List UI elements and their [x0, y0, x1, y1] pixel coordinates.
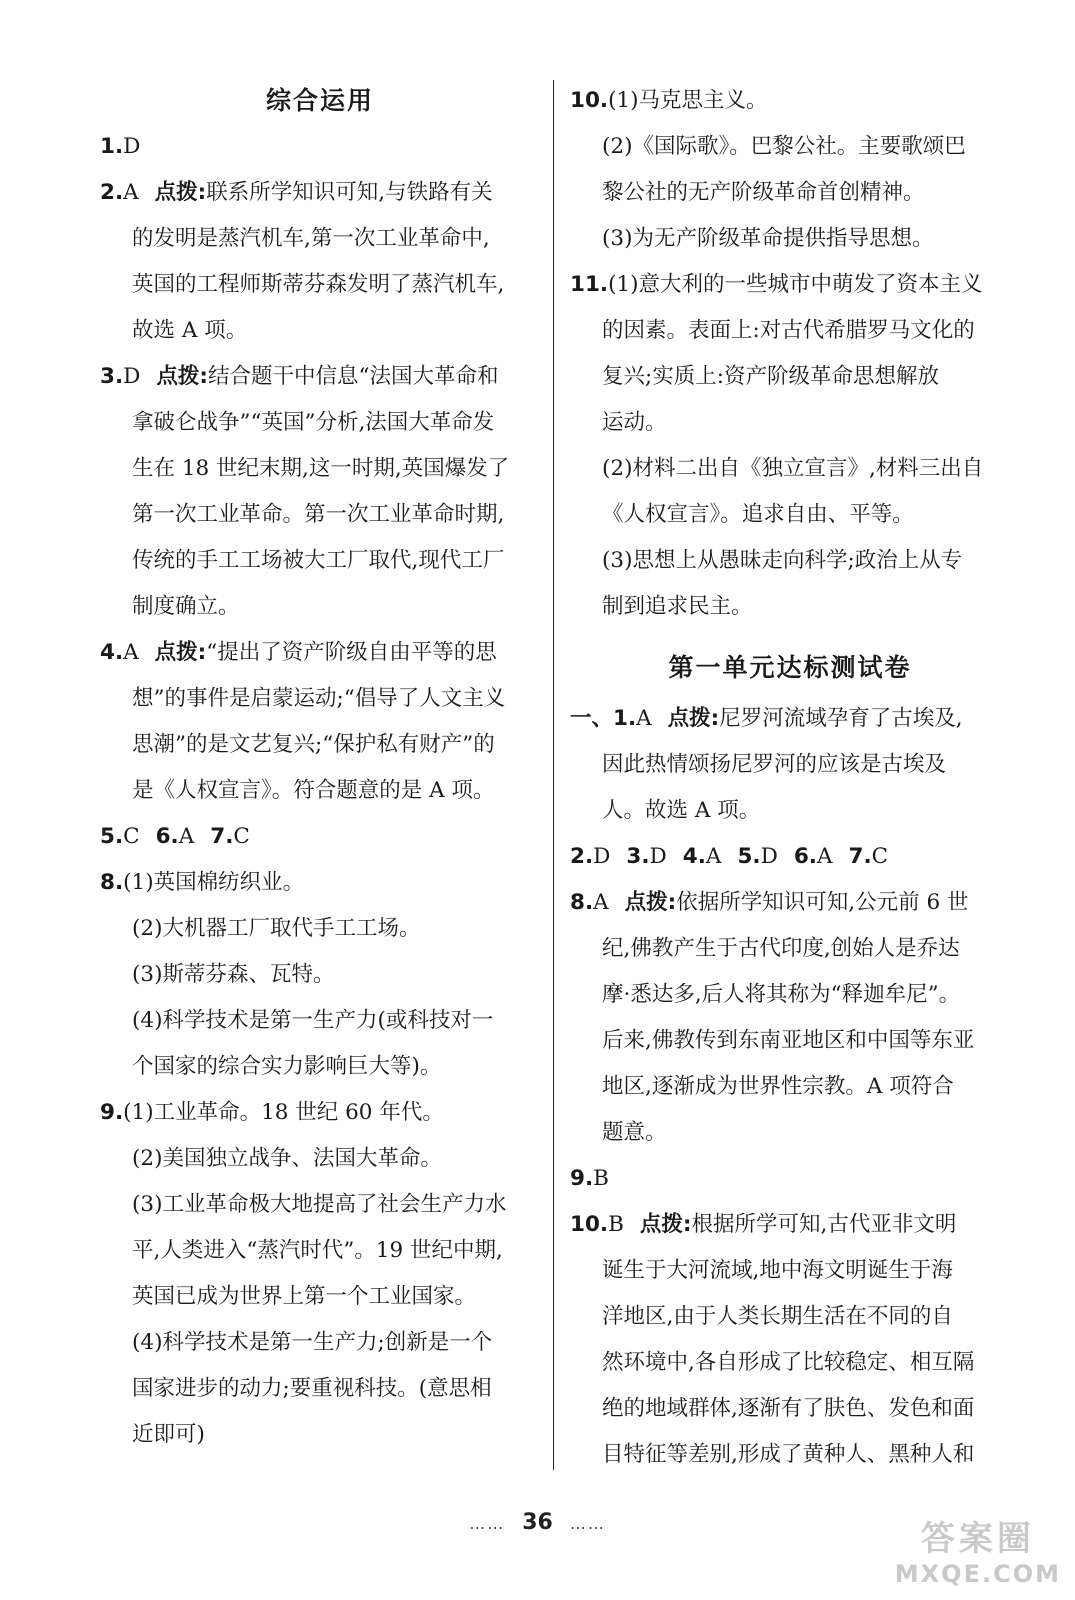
answer-text: 绝的地域群体,逐渐有了肤色、发色和面 — [602, 1396, 975, 1421]
answer-text: (4)科学技术是第一生产力(或科技对一 — [132, 1008, 494, 1033]
answer-line — [100, 630, 540, 676]
answer-choice: A — [123, 180, 139, 205]
answer-text: 人。故选 A 项。 — [602, 798, 761, 823]
answer-text: 的发明是蒸汽机车,第一次工业革命中, — [132, 226, 490, 251]
answer-line — [100, 538, 540, 584]
answer-choice: C — [123, 824, 140, 849]
answer-line — [100, 1182, 540, 1228]
answer-line — [100, 1090, 540, 1136]
answer-text: 纪,佛教产生于古代印度,创始人是乔达 — [602, 936, 960, 961]
question-number: 7. — [210, 824, 234, 849]
answer-line — [100, 1136, 540, 1182]
answer-line — [570, 492, 1010, 538]
hint-text: “提出了资产阶级自由平等的思 — [206, 640, 497, 665]
question-number: 10. — [570, 88, 609, 113]
answer-line — [100, 952, 540, 998]
left-column — [100, 78, 540, 1458]
answer-text: 拿破仑战争”“英国”分析,法国大革命发 — [132, 410, 495, 435]
answer-choice: D — [760, 844, 778, 869]
answer-line — [100, 1320, 540, 1366]
answer-line — [570, 354, 1010, 400]
answer-line — [100, 906, 540, 952]
answer-text: 近即可) — [132, 1422, 205, 1447]
right-answer-lines-bottom — [570, 696, 1010, 1478]
answer-line — [100, 400, 540, 446]
hint-label: 点拨: — [154, 180, 207, 205]
question-number: 3. — [626, 844, 650, 869]
answer-line — [100, 170, 540, 216]
answer-text: 是《人权宣言》。符合题意的是 A 项。 — [132, 778, 495, 803]
answer-choice: (1)意大利的一些城市中萌发了资本主义 — [608, 272, 983, 297]
answer-text: 生在 18 世纪末期,这一时期,英国爆发了 — [132, 456, 510, 481]
hint-label: 点拨: — [624, 890, 677, 915]
answer-choice: B — [593, 1166, 609, 1191]
answer-line — [100, 584, 540, 630]
question-number: 11. — [570, 272, 609, 297]
answer-text: 想”的事件是启蒙运动;“倡导了人文主义 — [132, 686, 506, 711]
answer-choice: C — [233, 824, 250, 849]
answer-line — [100, 124, 540, 170]
answer-text: 国家进步的动力;要重视科技。(意思相 — [132, 1376, 492, 1401]
answer-text: (4)科学技术是第一生产力;创新是一个 — [132, 1330, 493, 1355]
answer-line — [570, 972, 1010, 1018]
answer-line — [100, 354, 540, 400]
answer-line — [570, 742, 1010, 788]
answer-text: 思潮”的是文艺复兴;“保护私有财产”的 — [132, 732, 495, 757]
answer-text: (3)斯蒂芬森、瓦特。 — [132, 962, 335, 987]
answer-text: 故选 A 项。 — [132, 318, 248, 343]
answer-text: 制度确立。 — [132, 594, 240, 619]
hint-text: 尼罗河流域孕育了古埃及, — [719, 706, 963, 731]
answer-text: 的因素。表面上:对古代希腊罗马文化的 — [602, 318, 975, 343]
answer-choice: (1)工业革命。18 世纪 60 年代。 — [123, 1100, 444, 1125]
answer-text: 诞生于大河流域,地中海文明诞生于海 — [602, 1258, 953, 1283]
answer-text: 平,人类进入“蒸汽时代”。19 世纪中期, — [132, 1238, 503, 1263]
right-column — [570, 78, 1010, 1478]
answer-line — [570, 216, 1010, 262]
answer-text: (2)《国际歌》。巴黎公社。主要歌颂巴 — [602, 134, 966, 159]
answer-text: 制到追求民主。 — [602, 594, 753, 619]
question-number: 8. — [100, 870, 124, 895]
hint-text: 依据所学知识可知,公元前 6 世 — [676, 890, 969, 915]
answer-line — [570, 124, 1010, 170]
answer-text: 然环境中,各自形成了比较稳定、相互隔 — [602, 1350, 975, 1375]
section-title-unit-test: 第一单元达标测试卷 — [668, 653, 912, 682]
question-number: 4. — [100, 640, 124, 665]
answer-line — [570, 1156, 1010, 1202]
answer-line — [100, 1274, 540, 1320]
question-number: 4. — [682, 844, 706, 869]
hint-text: 联系所学知识可知,与铁路有关 — [206, 180, 493, 205]
answer-text: 个国家的综合实力影响巨大等)。 — [132, 1054, 442, 1079]
hint-text: 根据所学可知,古代亚非文明 — [691, 1212, 957, 1237]
answer-text: 《人权宣言》。追求自由、平等。 — [602, 502, 914, 527]
hint-text: 结合题干中信息“法国大革命和 — [208, 364, 499, 389]
answer-line — [570, 308, 1010, 354]
question-number: 一、1. — [570, 706, 637, 731]
answer-text: (3)为无产阶级革命提供指导思想。 — [602, 226, 934, 251]
answer-line — [570, 78, 1010, 124]
answer-line — [100, 676, 540, 722]
answer-text: (2)大机器工厂取代手工工场。 — [132, 916, 421, 941]
answer-line — [100, 814, 540, 860]
answer-text: 目特征等差别,形成了黄种人、黑种人和 — [602, 1442, 975, 1467]
answer-text: 摩·悉达多,后人将其称为“释迦牟尼”。 — [602, 982, 961, 1007]
answer-text: 因此热情颂扬尼罗河的应该是古埃及 — [602, 752, 947, 777]
answer-choice: (1)马克思主义。 — [608, 88, 768, 113]
answer-text: 英国已成为世界上第一个工业国家。 — [132, 1284, 477, 1309]
question-number: 6. — [793, 844, 817, 869]
answer-line — [100, 492, 540, 538]
answer-line — [570, 1386, 1010, 1432]
answer-line — [100, 998, 540, 1044]
answer-choice: A — [123, 640, 139, 665]
answer-line — [570, 170, 1010, 216]
page-number: 36 — [522, 1510, 553, 1535]
answer-text: (2)美国独立战争、法国大革命。 — [132, 1146, 442, 1171]
footer-dots-right: …… — [569, 1514, 606, 1533]
answer-line — [570, 1248, 1010, 1294]
answer-line — [100, 1044, 540, 1090]
question-number: 1. — [100, 134, 124, 159]
answer-line — [570, 400, 1010, 446]
answer-line — [570, 1340, 1010, 1386]
answer-choice: D — [649, 844, 667, 869]
answer-line — [100, 1412, 540, 1458]
answer-text: 后来,佛教传到东南亚地区和中国等东亚 — [602, 1028, 975, 1053]
answer-line — [570, 538, 1010, 584]
answer-line — [100, 768, 540, 814]
hint-label: 点拨: — [156, 364, 208, 389]
answer-line — [570, 1018, 1010, 1064]
answer-text: 题意。 — [602, 1120, 667, 1145]
answer-line — [570, 1110, 1010, 1156]
answer-line — [570, 926, 1010, 972]
answer-line — [570, 1064, 1010, 1110]
hint-label: 点拨: — [639, 1212, 692, 1237]
watermark-title: 答案圈 — [920, 1519, 1035, 1559]
answer-choice: A — [705, 844, 722, 869]
answer-line — [570, 834, 1010, 880]
answer-text: 运动。 — [602, 410, 667, 435]
answer-text: 复兴;实质上:资产阶级革命思想解放 — [602, 364, 939, 389]
answer-text: 洋地区,由于人类长期生活在不同的自 — [602, 1304, 953, 1329]
question-number: 5. — [100, 824, 124, 849]
answer-text: (3)工业革命极大地提高了社会生产力水 — [132, 1192, 507, 1217]
question-number: 6. — [155, 824, 179, 849]
answer-text: 传统的手工工场被大工厂取代,现代工厂 — [132, 548, 505, 573]
question-number: 2. — [570, 844, 594, 869]
question-number: 9. — [100, 1100, 124, 1125]
question-number: 2. — [100, 180, 124, 205]
answer-line — [570, 696, 1010, 742]
watermark-logo — [895, 1511, 1061, 1588]
question-number: 3. — [100, 364, 124, 389]
answer-text: 第一次工业革命。第一次工业革命时期, — [132, 502, 505, 527]
section-title-comprehensive: 综合运用 — [265, 86, 374, 115]
question-number: 9. — [570, 1166, 594, 1191]
answer-line — [570, 584, 1010, 630]
answer-line — [100, 722, 540, 768]
answer-line — [100, 308, 540, 354]
hint-label: 点拨: — [667, 706, 720, 731]
hint-label: 点拨: — [154, 640, 207, 665]
answer-choice: A — [636, 706, 652, 731]
answer-choice: A — [816, 844, 833, 869]
answer-text: (2)材料二出自《独立宣言》,材料三出自 — [602, 456, 984, 481]
answer-text: (3)思想上从愚昧走向科学;政治上从专 — [602, 548, 963, 573]
answer-text: 英国的工程师斯蒂芬森发明了蒸汽机车, — [132, 272, 505, 297]
question-number: 10. — [570, 1212, 609, 1237]
answer-line — [570, 446, 1010, 492]
answer-line — [570, 1432, 1010, 1478]
answer-text: 黎公社的无产阶级革命首创精神。 — [602, 180, 925, 205]
answer-choice: D — [593, 844, 611, 869]
right-answer-lines-top — [570, 78, 1010, 630]
column-divider — [553, 80, 554, 1470]
answer-choice: C — [871, 844, 889, 869]
answer-choice: A — [593, 890, 609, 915]
footer-dots-left: …… — [469, 1514, 506, 1533]
answer-choice: D — [123, 134, 141, 159]
answer-choice: (1)英国棉纺织业。 — [123, 870, 305, 895]
answer-line — [100, 1228, 540, 1274]
answer-line — [570, 880, 1010, 926]
answer-line — [570, 788, 1010, 834]
answer-line — [100, 216, 540, 262]
answer-choice: A — [178, 824, 195, 849]
answer-line — [570, 1202, 1010, 1248]
question-number: 5. — [737, 844, 761, 869]
answer-line — [570, 1294, 1010, 1340]
question-number: 7. — [848, 844, 872, 869]
answer-choice: D — [123, 364, 141, 389]
question-number: 8. — [570, 890, 594, 915]
answer-line — [100, 1366, 540, 1412]
answer-line — [570, 262, 1010, 308]
answer-line — [100, 262, 540, 308]
watermark-url: MXQE.COM — [894, 1560, 1061, 1588]
left-answer-lines — [100, 124, 540, 1458]
answer-choice: B — [608, 1212, 624, 1237]
answer-line — [100, 860, 540, 906]
answer-line — [100, 446, 540, 492]
answer-text: 地区,逐渐成为世界性宗教。A 项符合 — [602, 1074, 954, 1099]
